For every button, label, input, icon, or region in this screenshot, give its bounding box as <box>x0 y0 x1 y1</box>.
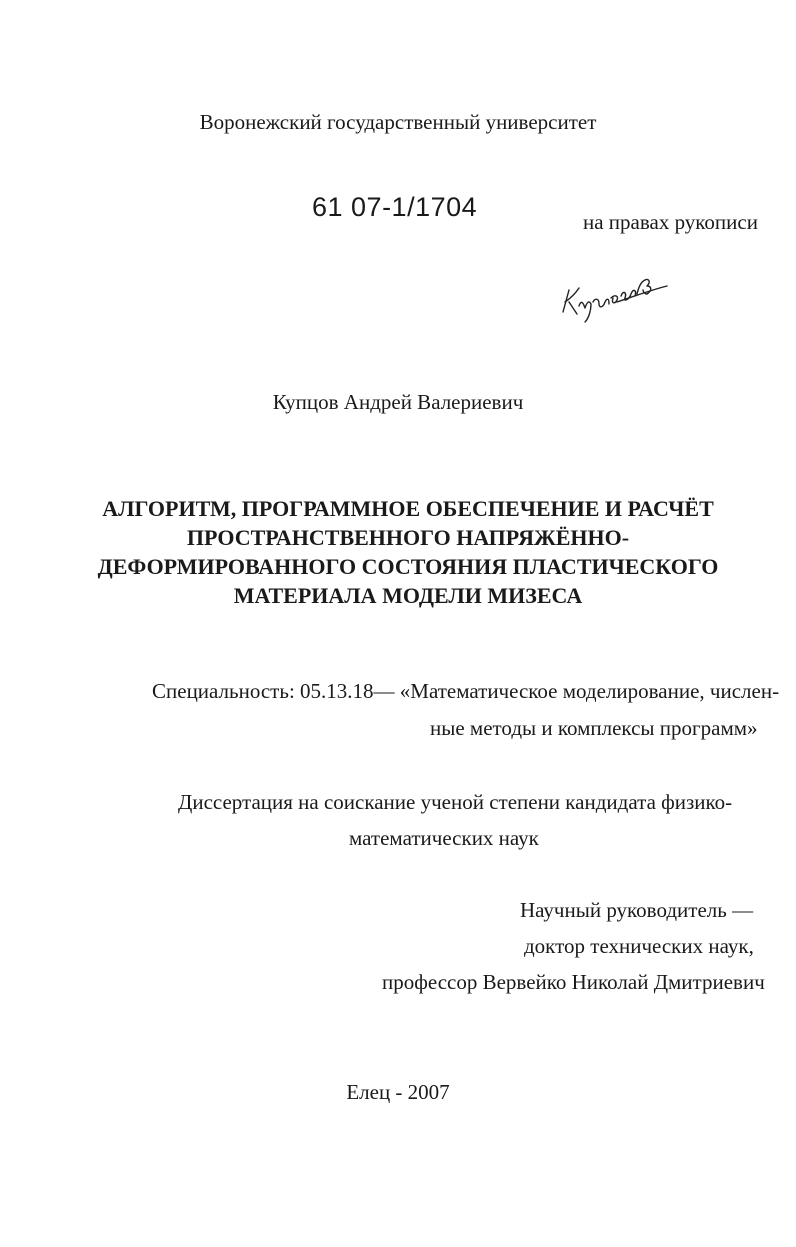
dissertation-title <box>40 494 776 610</box>
supervisor-label: Научный руководитель — <box>520 898 754 922</box>
author-name: Купцов Андрей Валериевич <box>272 390 524 414</box>
title-line: АЛГОРИТМ, ПРОГРАММНОЕ ОБЕСПЕЧЕНИЕ И РАСЧЁТ <box>102 496 714 521</box>
supervisor-name: профессор Вервейко Николай Дмитриевич <box>382 970 765 994</box>
handwritten-signature <box>555 268 675 328</box>
title-line: ПРОСТРАНСТВЕННОГО НАПРЯЖЁННО- <box>186 525 630 550</box>
supervisor-degree: доктор технических наук, <box>524 934 754 958</box>
title-line: МАТЕРИАЛА МОДЕЛИ МИЗЕСА <box>233 583 583 608</box>
title-line: ДЕФОРМИРОВАННОГО СОСТОЯНИЯ ПЛАСТИЧЕСКОГО <box>97 554 719 579</box>
university-name: Воронежский государственный университет <box>199 110 597 134</box>
dissertation-degree-line-2: математических наук <box>349 826 539 850</box>
catalog-code: 61 07-1/1704 <box>312 192 478 222</box>
specialty-line-2: ные методы и комплексы программ» <box>430 716 758 740</box>
specialty-line-1: Специальность: 05.13.18— «Математическое моделирование, числен- <box>152 679 780 703</box>
dissertation-degree-line-1: Диссертация на соискание ученой степени кандидата физико- <box>178 790 733 814</box>
city-year: Елец - 2007 <box>346 1080 450 1104</box>
rights-note: на правах рукописи <box>583 210 758 234</box>
